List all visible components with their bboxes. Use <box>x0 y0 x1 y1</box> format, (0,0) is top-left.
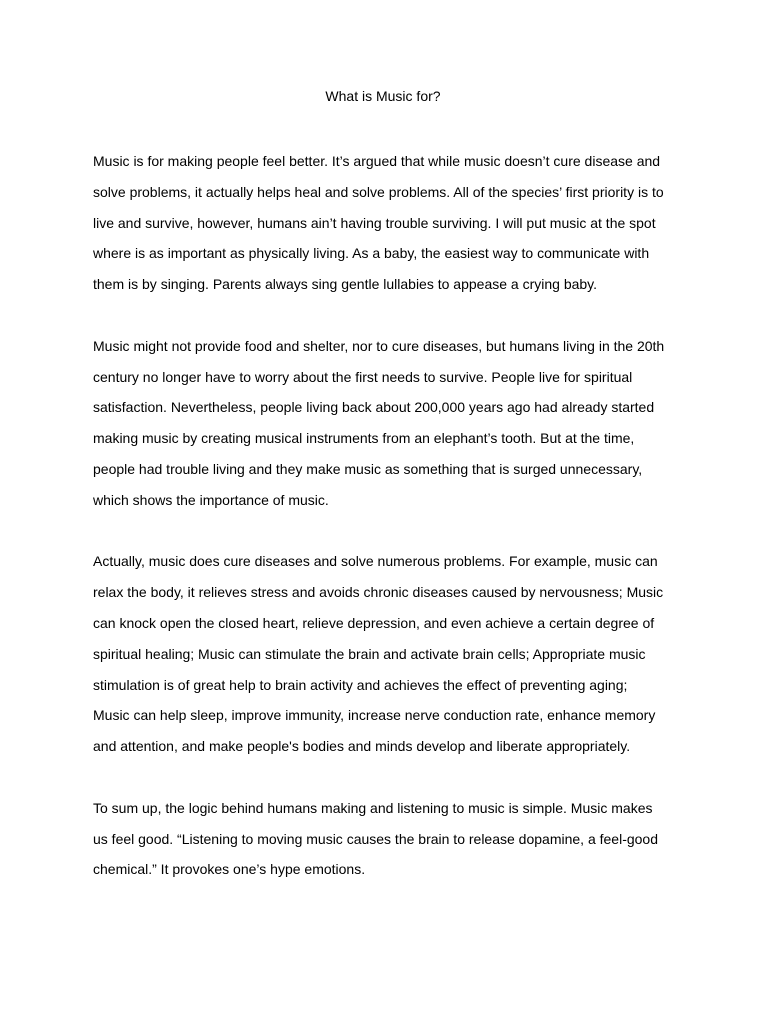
paragraph-4 <box>93 793 677 885</box>
text-line: which shows the importance of music. <box>93 491 329 508</box>
document-body <box>93 146 677 916</box>
text-line: where is as important as physically living. As a baby, the easiest way to communicate with <box>93 245 650 262</box>
text-line: making music by creating musical instruments from an elephant’s tooth. But at the time, <box>93 430 635 447</box>
document-title: What is Music for? <box>325 88 441 104</box>
text-line: century no longer have to worry about the first needs to survive. People live for spiritual <box>93 368 633 385</box>
text-line: relax the body, it relieves stress and avoids chronic diseases caused by nervousness; Music <box>93 584 664 601</box>
text-line: people had trouble living and they make music as something that is surged unnecessary, <box>93 460 643 477</box>
paragraph-1 <box>93 146 677 300</box>
paragraph-3 <box>93 546 677 762</box>
text-line: satisfaction. Nevertheless, people living back about 200,000 years ago had already started <box>93 399 655 416</box>
text-line: solve problems, it actually helps heal and solve problems. All of the species’ first priority is to <box>93 183 664 200</box>
text-line: stimulation is of great help to brain activity and achieves the effect of preventing aging; <box>93 676 628 693</box>
text-line: Music can help sleep, improve immunity, increase nerve conduction rate, enhance memory <box>93 707 656 724</box>
text-line: spiritual healing; Music can stimulate the brain and activate brain cells; Appropriate music <box>93 645 646 662</box>
text-line: To sum up, the logic behind humans making and listening to music is simple. Music makes <box>93 799 653 816</box>
text-line: can knock open the closed heart, relieve depression, and even achieve a certain degree of <box>93 614 655 631</box>
text-line: Actually, music does cure diseases and solve numerous problems. For example, music can <box>93 553 658 570</box>
text-line: chemical.” It provokes one’s hype emotions. <box>93 861 366 878</box>
paragraph-2 <box>93 331 677 516</box>
text-line: live and survive, however, humans ain’t having trouble surviving. I will put music at the spot <box>93 214 656 231</box>
text-line: them is by singing. Parents always sing gentle lullabies to appease a crying baby. <box>93 276 598 293</box>
text-line: Music might not provide food and shelter, nor to cure diseases, but humans living in the 20th <box>93 337 665 354</box>
text-line: and attention, and make people's bodies and minds develop and liberate appropriately. <box>93 738 631 755</box>
text-line: us feel good. “Listening to moving music causes the brain to release dopamine, a feel-good <box>93 830 659 847</box>
text-line: Music is for making people feel better. It’s argued that while music doesn’t cure disease and <box>93 153 661 169</box>
